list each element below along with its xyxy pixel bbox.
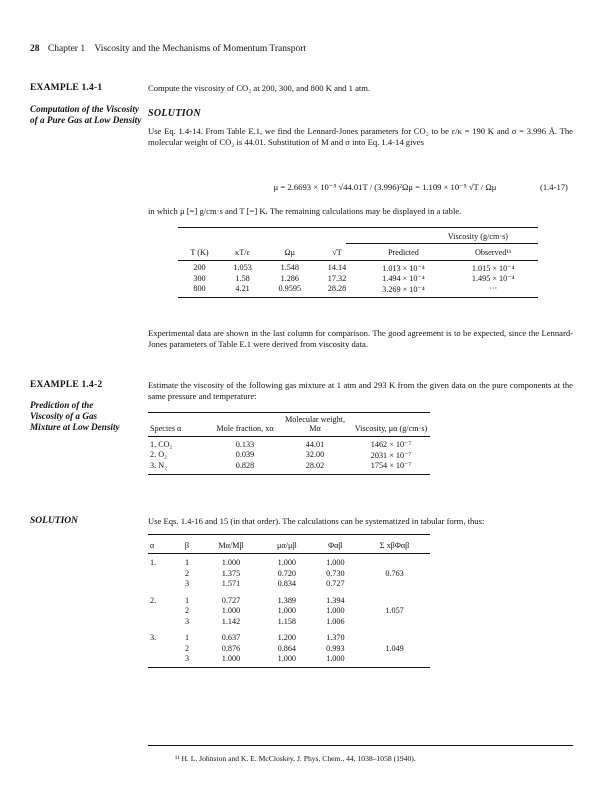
cell: 1.053 [233,263,252,273]
cell: 0.727 [221,595,241,605]
col-header: Mα/Mβ [218,540,244,550]
cell: 1 [184,558,190,568]
col-header: β [184,540,190,550]
cell: 1.158 [277,616,297,626]
col-header: Observed¹¹ [474,247,512,257]
chapter-title: Viscosity and the Mechanisms of Momentum Transport [94,44,307,54]
cell: 1.006 [326,616,345,626]
cell: 1. CO₂ [150,439,173,449]
cell: 0.637 [221,633,241,643]
cell: 1.000 [277,558,297,568]
cell: 1.000 [221,654,241,664]
mixture-table [148,412,430,475]
col-header: α [150,540,155,550]
cell: 1.142 [221,616,241,626]
col-header: T (K) [190,247,209,257]
cell: 1.013 × 10⁻⁴ [382,263,425,273]
footnote-rule [148,745,573,746]
cell: 1.375 [221,568,241,578]
viscosity-group-header: Viscosity (g/cm·s) [447,232,508,241]
cell: 1. [150,558,157,568]
cell: 4.21 [235,284,250,294]
table-row [148,460,430,471]
cell: 0.763 [385,568,404,578]
cell: 2 [184,643,190,653]
mixture-table-body [148,415,430,471]
cell: 1.000 [326,654,345,664]
cell: 44.01 [305,439,325,449]
cell: 1754 × 10⁻⁷ [370,461,412,471]
table-row [178,263,538,274]
col-header: Viscosity, μα (g/cm·s) [354,424,428,433]
cell: 28.28 [327,284,347,294]
cell: 1.394 [326,595,345,605]
chapter-label: Chapter 1 [47,44,86,54]
cell: 1.370 [326,633,345,643]
col-header: Species α [150,424,182,433]
table-row [178,284,538,295]
example-1-text2: in which μ [=] g/cm·s and T [=] K. The remaining calculations may be displayed in a table. [148,206,462,216]
cell: 2031 × 10⁻⁷ [370,450,412,460]
cell: 1.571 [221,579,241,589]
cell: 0.133 [235,439,255,449]
viscosity-table [178,227,538,298]
cell: 2 [184,568,190,578]
cell: 1.000 [221,558,241,568]
cell: 300 [193,273,206,283]
col-header: Φαβ [328,540,343,550]
table-row [148,568,430,579]
cell: 0.039 [235,450,255,460]
table-row [148,643,430,654]
table-header-row [178,247,538,258]
example-1-solution-title: SOLUTION [148,108,201,119]
cell: 1 [184,633,190,643]
cell: 1.057 [385,606,404,616]
cell: 1.049 [385,643,404,653]
calc-table [148,534,430,668]
example-1-label: EXAMPLE 1.4-1 [30,83,103,93]
table-row [148,633,430,644]
cell: 3 [184,579,190,589]
cell: 1.200 [277,633,297,643]
cell: ··· [489,284,498,294]
cell: 0.834 [277,579,297,589]
cell: 1.000 [277,606,297,616]
example-2-prompt: Estimate the viscosity of the following gas mixture at 1 atm and 293 K from the given data on the pure components at the same pressure and temperature: [148,380,573,402]
cell: 200 [193,263,206,273]
footnote: ¹¹ H. L. Johnston and K. E. McCloskey, J. Phys. Chem., 44, 1038–1058 (1940). [175,754,416,763]
equation-1-4-17: μ = 2.6693 × 10⁻⁵ √44.01T / (3.996)²Ωμ = 1.109 × 10⁻⁵ √T / Ωμ [273,182,497,192]
cell: 2 [184,606,190,616]
cell: 2. O₂ [150,450,167,460]
table-row [178,273,538,284]
col-header: Σ xβΦαβ [379,540,410,550]
example-1-text1: Use Eq. 1.4-14. From Table E.1, we find the Lennard-Jones parameters for CO₂ to be ε/κ = 190 K and σ = 3.996 Å. The molecular weight of CO₂ is 44.01. Substitution of M and σ into Eq. 1.4-14 gives [148,126,573,148]
cell: 1462 × 10⁻⁷ [370,440,412,450]
cell: 0.876 [221,643,241,653]
cell: 0.864 [277,643,297,653]
cell: 1.495 × 10⁻⁴ [471,274,515,284]
cell: 1.000 [326,606,345,616]
cell: 1.389 [277,595,297,605]
cell: 0.9595 [278,284,302,294]
cell: 14.14 [327,263,347,273]
table-row [148,439,430,450]
calc-table-body [148,539,430,664]
cell: 17.32 [327,273,347,283]
cell: 0.727 [326,579,345,589]
running-header [30,44,306,54]
example-2-solution-label: SOLUTION [30,516,79,526]
example-2-subtitle: Prediction of the Viscosity of a Gas Mixture at Low Density [30,400,120,432]
equation-number: (1.4-17) [540,182,568,192]
cell: 1.494 × 10⁻⁴ [382,274,425,284]
cell: 0.730 [326,568,345,578]
example-1-text3: Experimental data are shown in the last column for comparison. The good agreement is to be expected, since the Lennard-Jones parameters of Table E.1 were derived from viscosity data. [148,328,573,350]
example-1-subtitle: Computation of the Viscosity of a Pure Gas at Low Density [30,104,142,125]
col-header: Mole fraction, xα [216,424,274,433]
table-row [148,654,430,665]
cell: 3. [150,633,157,643]
cell: 1.548 [280,263,299,273]
table-row [148,616,430,627]
page-number: 28 [30,44,40,54]
col-header: Predicted [387,247,419,257]
table-header-row [148,415,430,433]
cell: 32.00 [305,450,325,460]
cell: 0.828 [235,460,255,470]
table-row [148,579,430,590]
cell: 3.269 × 10⁻⁴ [382,284,425,294]
col-header: Molecular weight, Mα [284,415,346,433]
viscosity-table-body [178,247,538,294]
col-header: κT/ε [235,247,250,257]
table-row [148,558,430,569]
cell: 2. [150,595,157,605]
example-1-prompt: Compute the viscosity of CO₂ at 200, 300, and 800 K and 1 atm. [148,83,371,93]
example-2-label: EXAMPLE 1.4-2 [30,380,103,390]
col-header: √T [332,247,342,257]
table-row [148,595,430,606]
cell: 1.000 [221,606,241,616]
col-header: μα/μβ [277,540,297,550]
cell: 1.015 × 10⁻⁴ [471,263,515,273]
cell: 1.286 [280,273,299,283]
table-row [148,606,430,617]
table-row [148,450,430,461]
cell: 3. N₂ [150,460,167,470]
cell: 28.02 [305,460,325,470]
cell: 0.720 [277,568,297,578]
cell: 800 [193,284,206,294]
cell: 3 [184,616,190,626]
table-header-row [148,539,430,550]
cell: 1.58 [235,273,250,283]
cell: 0.993 [326,643,345,653]
cell: 1 [184,595,190,605]
cell: 3 [184,654,190,664]
cell: 1.000 [277,654,297,664]
cell: 1.000 [326,558,345,568]
col-header: Ωμ [284,247,296,257]
example-2-solution-text: Use Eqs. 1.4-16 and 15 (in that order). The calculations can be systematized in tabular form, thus: [148,516,485,526]
